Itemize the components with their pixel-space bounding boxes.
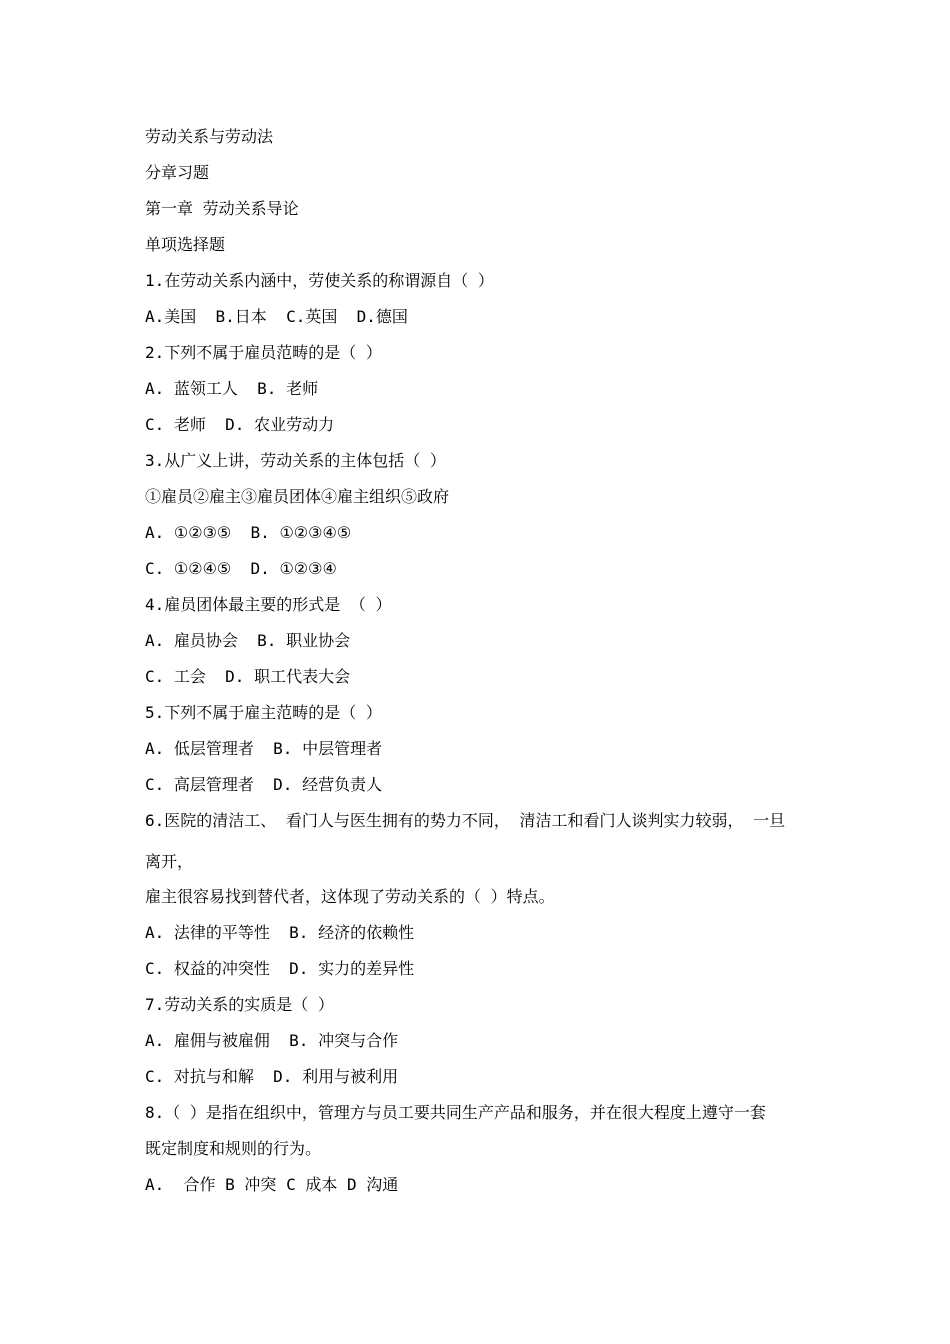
question-8: 8.（ ）是指在组织中，管理方与员工要共同生产产品和服务，并在很大程度上遵守一套 <box>145 1103 766 1122</box>
question-3-items: ①雇员②雇主③雇员团体④雇主组织⑤政府 <box>145 487 450 506</box>
question-3-options-ab: A. ①②③⑤ B. ①②③④⑤ <box>145 523 352 542</box>
question-6-continued-2: 雇主很容易找到替代者，这体现了劳动关系的（ ）特点。 <box>145 887 555 906</box>
question-7: 7.劳动关系的实质是（ ） <box>145 995 334 1014</box>
document-title: 劳动关系与劳动法 <box>145 127 274 146</box>
question-5: 5.下列不属于雇主范畴的是（ ） <box>145 703 382 722</box>
question-8-options: A. 合作 B 冲突 C 成本 D 沟通 <box>145 1175 399 1194</box>
question-8-continued: 既定制度和规则的行为。 <box>145 1139 322 1158</box>
question-6-options-ab: A. 法律的平等性 B. 经济的依赖性 <box>145 923 415 942</box>
question-2-options-cd: C. 老师 D. 农业劳动力 <box>145 415 335 434</box>
section-heading: 单项选择题 <box>145 235 226 254</box>
question-5-options-cd: C. 高层管理者 D. 经营负责人 <box>145 775 383 794</box>
question-1-options: A.美国 B.日本 C.英国 D.德国 <box>145 307 408 326</box>
question-2-options-ab: A. 蓝领工人 B. 老师 <box>145 379 319 398</box>
document-subtitle: 分章习题 <box>145 163 210 182</box>
question-5-options-ab: A. 低层管理者 B. 中层管理者 <box>145 739 383 758</box>
question-2: 2.下列不属于雇员范畴的是（ ） <box>145 343 382 362</box>
question-7-options-ab: A. 雇佣与被雇佣 B. 冲突与合作 <box>145 1031 399 1050</box>
question-4-options-cd: C. 工会 D. 职工代表大会 <box>145 667 351 686</box>
question-7-options-cd: C. 对抗与和解 D. 利用与被利用 <box>145 1067 399 1086</box>
question-3: 3.从广义上讲，劳动关系的主体包括（ ） <box>145 451 446 470</box>
question-6-options-cd: C. 权益的冲突性 D. 实力的差异性 <box>145 959 415 978</box>
question-6: 6.医院的清洁工、 看门人与医生拥有的势力不同， 清洁工和看门人谈判实力较弱， 一旦 <box>145 811 786 830</box>
question-3-options-cd: C. ①②④⑤ D. ①②③④ <box>145 559 337 578</box>
question-4-options-ab: A. 雇员协会 B. 职业协会 <box>145 631 351 650</box>
question-1: 1.在劳动关系内涵中，劳使关系的称谓源自（ ） <box>145 271 494 290</box>
question-6-continued: 离开， <box>145 852 194 871</box>
chapter-heading: 第一章 劳动关系导论 <box>145 199 299 218</box>
question-4: 4.雇员团体最主要的形式是 （ ） <box>145 595 392 614</box>
